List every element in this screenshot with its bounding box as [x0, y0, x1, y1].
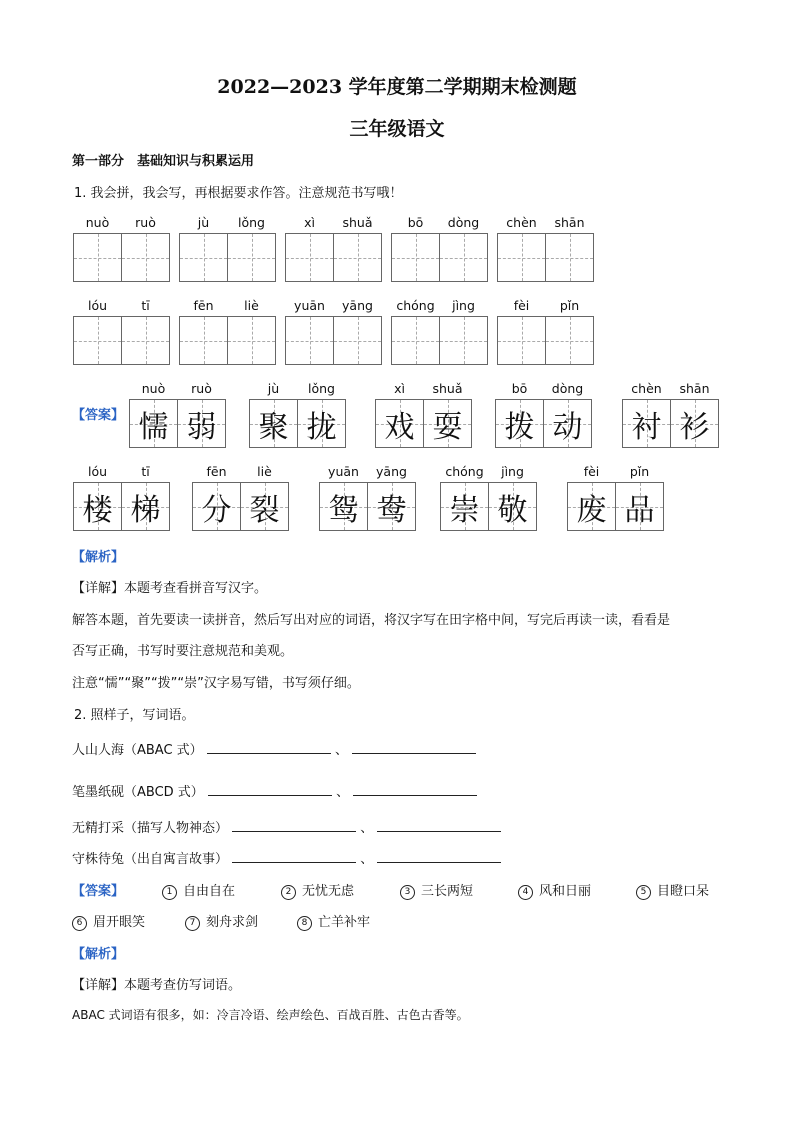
answer-grid — [319, 482, 416, 531]
q2-prompt: 2. 照样子，写词语。 — [74, 708, 195, 723]
separator: 、 — [360, 852, 374, 867]
page-title: 2022—2023 学年度第二学期期末检测题 — [217, 76, 577, 98]
answer-char: 拨 — [504, 409, 535, 445]
answer-char: 崇 — [449, 492, 480, 528]
pinyin: jù — [197, 215, 210, 230]
pinyin: shān — [554, 215, 585, 230]
answer-char: 鸳 — [328, 492, 359, 528]
answer-char: 鸯 — [376, 492, 407, 528]
pinyin: tī — [141, 298, 150, 313]
pinyin: dòng — [447, 215, 480, 230]
pinyin: bō — [407, 215, 424, 230]
paragraph-text: 解答本题，首先要读一读拼音，然后写出对应的词语，将汉字写在田字格中间，写完后再读一读，看看是 — [72, 613, 671, 628]
answer-char: 分 — [201, 492, 232, 528]
answer-grid — [192, 482, 289, 531]
pinyin: jìng — [452, 298, 475, 313]
tianzige-pair[interactable] — [497, 316, 594, 365]
pinyin: pǐn — [559, 298, 580, 313]
tianzige-pair[interactable] — [391, 316, 488, 365]
tianzige-pair[interactable] — [285, 316, 382, 365]
answer-item: 3 三长两短 — [400, 880, 473, 900]
answer-char: 裂 — [249, 492, 280, 528]
pinyin: pǐn — [629, 464, 650, 479]
answer-item: 5 目瞪口呆 — [636, 880, 709, 900]
analysis-label: 【解析】 — [72, 947, 125, 962]
pinyin: yuān — [328, 464, 359, 479]
answer-char: 梯 — [130, 492, 161, 528]
tianzige-pair[interactable] — [73, 316, 170, 365]
pinyin: fēn — [193, 298, 214, 313]
pinyin: yāng — [342, 298, 373, 313]
answer-label: 【答案】 — [72, 884, 125, 899]
answer-blank[interactable] — [377, 819, 501, 832]
answer-char: 楼 — [82, 492, 113, 528]
pinyin: yāng — [376, 464, 407, 479]
q2-line — [72, 848, 501, 867]
answer-char: 聚 — [258, 409, 289, 445]
q2-line — [72, 817, 501, 836]
q2-line — [72, 781, 477, 800]
detail-text: 【详解】本题考查看拼音写汉字。 — [72, 581, 268, 596]
pinyin: chèn — [506, 215, 537, 230]
answer-grid — [622, 399, 719, 448]
answer-char: 敬 — [497, 492, 528, 528]
pinyin: xì — [394, 381, 405, 396]
pinyin: ruò — [135, 215, 156, 230]
answer-char: 衬 — [631, 409, 662, 445]
pinyin: dòng — [551, 381, 584, 396]
separator: 、 — [336, 785, 350, 800]
tianzige-pair[interactable] — [285, 233, 382, 282]
pinyin: bō — [511, 381, 528, 396]
answer-grid — [73, 482, 170, 531]
tianzige-pair[interactable] — [179, 233, 276, 282]
tianzige-pair[interactable] — [497, 233, 594, 282]
answer-grid — [495, 399, 592, 448]
pinyin: lǒng — [308, 381, 335, 396]
q2-line-label: 无精打采（描写人物神态） — [72, 821, 229, 836]
answer-grid — [375, 399, 472, 448]
pinyin: tī — [141, 464, 150, 479]
pinyin: shuǎ — [432, 381, 463, 396]
pinyin: chóng — [396, 298, 435, 313]
answer-char: 品 — [624, 492, 655, 528]
answer-grid — [440, 482, 537, 531]
answer-blank[interactable] — [352, 741, 476, 754]
answer-item: 4 风和日丽 — [518, 880, 591, 900]
tianzige-pair[interactable] — [73, 233, 170, 282]
answer-grid — [567, 482, 664, 531]
answer-char: 动 — [552, 409, 583, 445]
answer-blank[interactable] — [207, 741, 331, 754]
answer-list — [0, 880, 794, 930]
pinyin: fèi — [513, 298, 530, 313]
separator: 、 — [360, 821, 374, 836]
page-subtitle: 三年级语文 — [349, 118, 445, 140]
answer-item: 8 亡羊补牢 — [297, 911, 370, 931]
q1-prompt: 1. 我会拼，我会写，再根据要求作答。注意规范书写哦！ — [74, 186, 403, 201]
answer-char: 弱 — [186, 409, 217, 445]
q2-line-label: 笔墨纸砚（ABCD 式） — [72, 785, 204, 800]
pinyin: fēn — [206, 464, 227, 479]
separator: 、 — [334, 743, 348, 758]
answer-blank[interactable] — [208, 783, 332, 796]
note-text: 注意“懦”“聚”“拨”“崇”汉字易写错，书写须仔细。 — [72, 676, 360, 691]
answer-char: 懦 — [138, 409, 169, 445]
pinyin: nuò — [141, 381, 166, 396]
pinyin: lǒng — [238, 215, 265, 230]
pinyin: yuān — [294, 298, 325, 313]
answer-item: 6 眉开眼笑 — [72, 911, 145, 931]
answer-char: 耍 — [432, 409, 463, 445]
answer-blank[interactable] — [353, 783, 477, 796]
answer-char: 衫 — [679, 409, 710, 445]
pinyin: lóu — [87, 298, 108, 313]
pinyin: xì — [304, 215, 315, 230]
pinyin: jù — [267, 381, 280, 396]
pinyin: shān — [679, 381, 710, 396]
pinyin: ruò — [191, 381, 212, 396]
answer-blank[interactable] — [377, 850, 501, 863]
pinyin: jìng — [501, 464, 524, 479]
pinyin: fèi — [583, 464, 600, 479]
q2-line-label: 人山人海（ABAC 式） — [72, 743, 203, 758]
answer-grid — [249, 399, 346, 448]
answer-char: 戏 — [384, 409, 415, 445]
q2-line-label: 守株待兔（出自寓言故事） — [72, 852, 229, 867]
pinyin: nuò — [85, 215, 110, 230]
q2-line — [72, 739, 476, 758]
answer-label: 【答案】 — [72, 408, 125, 423]
answer-item: 2 无忧无虑 — [281, 880, 354, 900]
section-title: 第一部分 基础知识与积累运用 — [72, 154, 255, 169]
answer-grid — [129, 399, 226, 448]
paragraph-text: 否写正确，书写时要注意规范和美观。 — [72, 644, 294, 659]
answer-char: 废 — [576, 492, 607, 528]
pinyin: chóng — [445, 464, 484, 479]
detail-text: 【详解】本题考查仿写词语。 — [72, 978, 242, 993]
answer-blank[interactable] — [232, 850, 356, 863]
analysis-label: 【解析】 — [72, 550, 125, 565]
pinyin: liè — [244, 298, 259, 313]
pinyin: chèn — [631, 381, 662, 396]
answer-item: 7 刻舟求剑 — [185, 911, 258, 931]
answer-blank[interactable] — [232, 819, 356, 832]
answer-item: 1 自由自在 — [162, 880, 235, 900]
tianzige-pair[interactable] — [179, 316, 276, 365]
pinyin: shuǎ — [342, 215, 373, 230]
tianzige-pair[interactable] — [391, 233, 488, 282]
answer-char: 拢 — [306, 409, 337, 445]
explain-text: ABAC 式词语有很多，如：冷言冷语、绘声绘色、百战百胜、古色古香等。 — [72, 1008, 469, 1022]
pinyin: liè — [257, 464, 272, 479]
pinyin: lóu — [87, 464, 108, 479]
